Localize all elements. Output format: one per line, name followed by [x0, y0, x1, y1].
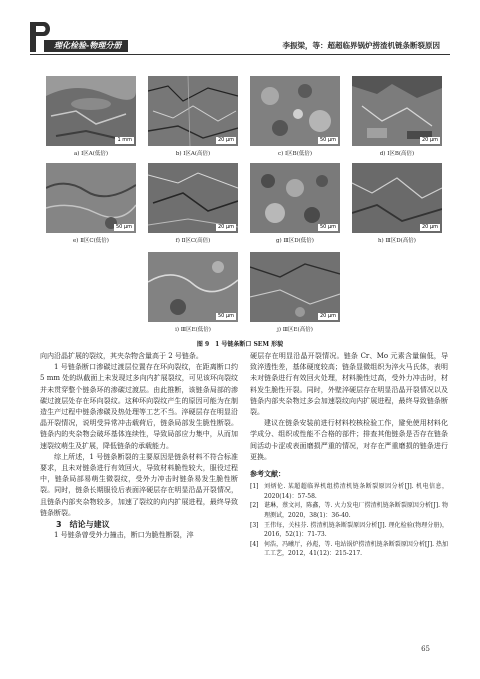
- sem-panel-c: [250, 76, 340, 146]
- sem-image-a: [46, 76, 136, 146]
- reference-item: [250, 501, 448, 520]
- panel-caption-d: d) Ⅰ区B(高倍): [379, 151, 415, 157]
- paragraph: 综上所述，1 号链条断裂的主要原因是链条材料不符合标准要求，且未对链条进行有效回火，导致材料脆性较大，服役过程中，链条局部易萌生微裂纹，受外力冲击时链条易发生脆性断裂。同时，链条长期服役后表面淬硬层存在明显沿晶开裂情况，且链条内部夹杂物较多，加速了裂纹的向内扩展进程，最终导致链条断裂。: [40, 452, 238, 517]
- reference-number: [2]: [250, 502, 259, 510]
- panel-caption-a: a) Ⅰ区A(低倍): [73, 151, 109, 157]
- page-number: 65: [421, 645, 430, 653]
- reference-text: 刘炳伦. 某超超临界机组捞渣机链条断裂原因分析[J]. 机电信息，2020(14)：57-58.: [264, 483, 448, 500]
- reference-number: [4]: [250, 540, 259, 548]
- sem-panel-j: [250, 252, 340, 322]
- sem-image-d: [352, 76, 442, 146]
- paragraph: 硬层存在明显沿晶开裂情况。链条 Cr、Mo 元素含量偏低，导致淬透性差，基体硬度较高；链条显微组织为淬火马氏体，表明未对链条进行有效回火处理，材料脆性过高，受外力冲击时，材料发生脆性开裂。同时，外壁淬硬层存在明显沿晶开裂情况以及链条内部夹杂物过多会加速裂纹向内扩展进程，最终导致链条断裂。: [250, 352, 448, 417]
- journal-name: 理化检验-物理分册: [54, 41, 122, 50]
- scale-bar-c: 50 μm: [319, 137, 336, 143]
- panel-caption-b: b) Ⅰ区A(高倍): [175, 151, 211, 157]
- references-heading: 参考文献：: [250, 470, 285, 479]
- running-title: 李振梁，等：超超临界锅炉捞渣机链条断裂原因: [282, 41, 440, 50]
- reference-text: 王伟每，关桂芬. 捞渣机链条断裂原因分析[J]. 理化检验(物理分册)，2016，52(1)：71-73.: [264, 521, 448, 539]
- sem-image-g: [250, 163, 340, 233]
- sem-panel-a: [46, 76, 136, 146]
- left-column: [40, 351, 238, 541]
- scale-bar-h: 20 μm: [421, 224, 438, 230]
- figure-caption: 图 9 1 号链条断口 SEM 形貌: [196, 341, 284, 348]
- scale-bar-g: 50 μm: [319, 224, 336, 230]
- paragraph: 向内沿晶扩展的裂纹，其夹杂物含量高于 2 号链条。: [40, 352, 203, 360]
- paragraph: 1 号链条断口渗碳过渡层位置存在环向裂纹，在距离断口约 5 mm 处的纵截面上未发现过多向内扩展裂纹，可见该环向裂纹并未贯穿整个链条环的渗碳过渡层。由此推断，该链条局部的渗碳过渡层处存在环向裂纹。这种环向裂纹产生的原因可能为在制造生产过程中链条渗碳及热处理等工艺不当。淬硬层存在明显沿晶开裂情况，说明受异常冲击载荷后，链条局部发生脆性断裂。链条内的夹杂物会破坏基体连续性，导致局部应力集中，从而加速裂纹萌生及扩展，降低链条的承载能力。: [40, 363, 238, 450]
- reference-number: [3]: [250, 521, 259, 529]
- sem-image-c: [250, 76, 340, 146]
- reference-item: [250, 521, 448, 540]
- sem-panel-b: [148, 76, 238, 146]
- sem-panel-e: [46, 163, 136, 233]
- header-divider: [30, 54, 450, 55]
- sem-panel-d: [352, 76, 442, 146]
- scale-bar-b: 20 μm: [217, 137, 234, 143]
- paragraph: 1 号链条曾受外力撞击，断口为脆性断裂，淬: [54, 531, 194, 540]
- scale-bar-e: 50 μm: [115, 224, 132, 230]
- reference-item: [250, 540, 448, 559]
- scale-bar-i: 50 μm: [217, 313, 234, 319]
- panel-caption-g: g) Ⅲ区D(低倍): [276, 238, 314, 244]
- paragraph: 建议在链条安装前进行材料校核检验工作，避免使用材料化学成分、组织或性能不合格的部件；排查其他链条是否存在链条间活动卡涩或表面磨损严重的情况，对存在严重磨损的链条进行更换。: [250, 419, 448, 461]
- panel-caption-j: j) Ⅲ区E(高倍): [277, 327, 313, 333]
- sem-panel-h: [352, 163, 442, 233]
- reference-text: 谌琳，蔡文河，陈鑫，等. 火力发电厂捞渣机链条断裂原因分析[J]. 物理测试，2020，38(1)：36-40.: [264, 502, 448, 520]
- sem-image-j: [250, 252, 340, 322]
- panel-caption-h: h) Ⅲ区D(高倍): [378, 238, 416, 244]
- page-header: [0, 0, 480, 60]
- scale-bar-d: 20 μm: [421, 137, 438, 143]
- sem-image-i: [148, 252, 238, 322]
- sem-panel-g: [250, 163, 340, 233]
- reference-text: 何浩，冯曦厅，孙彪，等. 电站锅炉捞渣机链条断裂原因分析[J]. 热加工工艺，2012，41(12)：215-217.: [264, 540, 448, 558]
- scale-bar-j: 20 μm: [319, 313, 336, 319]
- panel-caption-c: c) Ⅰ区B(低倍): [278, 151, 312, 157]
- scale-bar-a: 1 mm: [117, 137, 132, 143]
- scale-bar-f: 20 μm: [217, 224, 234, 230]
- sem-image-f: [148, 163, 238, 233]
- panel-caption-i: i) Ⅲ区E(低倍): [175, 327, 211, 333]
- section-heading: 3 结论与建议: [56, 520, 110, 530]
- sem-image-b: [148, 76, 238, 146]
- panel-caption-e: e) Ⅱ区C(低倍): [73, 238, 109, 244]
- sem-panel-f: [148, 163, 238, 233]
- sem-image-h: [352, 163, 442, 233]
- sem-panel-i: [148, 252, 238, 322]
- reference-number: [1]: [250, 483, 259, 491]
- reference-item: [250, 482, 448, 501]
- sem-image-e: [46, 163, 136, 233]
- panel-caption-f: f) Ⅱ区C(高倍): [175, 238, 211, 244]
- right-column: [250, 351, 448, 559]
